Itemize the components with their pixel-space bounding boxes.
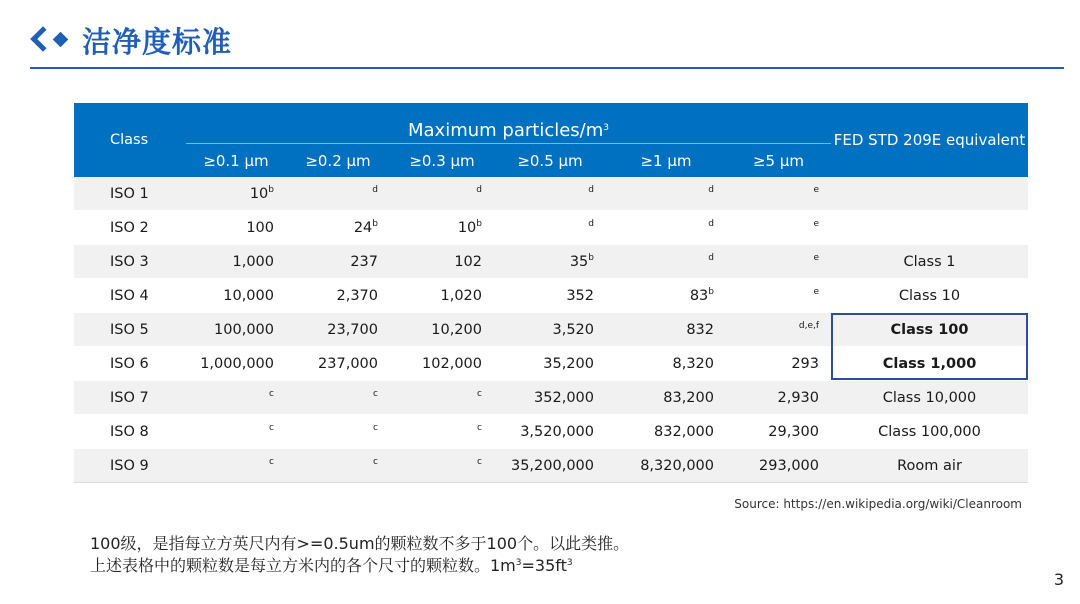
- page-number: 3: [1053, 570, 1064, 589]
- table-row: [74, 449, 1028, 483]
- particle-count-cell: c: [390, 415, 494, 449]
- particle-count-cell: d,e,f: [726, 313, 831, 347]
- fed-equivalent-cell: Class 10: [831, 279, 1028, 313]
- particle-count-cell: 8,320: [606, 347, 726, 381]
- iso-class-cell: ISO 4: [74, 279, 186, 313]
- particle-count-cell: 100,000: [186, 313, 286, 347]
- header-size-5: ≥5 µm: [726, 144, 831, 178]
- particle-count-cell: 352,000: [494, 381, 606, 415]
- particle-count-cell: d: [606, 177, 726, 211]
- particle-count-cell: 102,000: [390, 347, 494, 381]
- particle-count-cell: 8,320,000: [606, 449, 726, 483]
- iso-class-cell: ISO 5: [74, 313, 186, 347]
- particle-count-cell: c: [186, 449, 286, 483]
- particle-count-cell: d: [494, 177, 606, 211]
- table-row: [74, 211, 1028, 245]
- particle-count-cell: 352: [494, 279, 606, 313]
- particle-count-cell: e: [726, 177, 831, 211]
- particle-count-cell: 832,000: [606, 415, 726, 449]
- particle-count-cell: 293,000: [726, 449, 831, 483]
- header-size-1: ≥1 µm: [606, 144, 726, 178]
- particle-count-cell: 3,520: [494, 313, 606, 347]
- cleanroom-class-table: [74, 103, 1028, 483]
- iso-class-cell: ISO 7: [74, 381, 186, 415]
- particle-count-cell: d: [390, 177, 494, 211]
- header-fed-std: FED STD 209E equivalent: [831, 103, 1028, 177]
- table-row: [74, 279, 1028, 313]
- particle-count-cell: 83$^b$: [606, 279, 726, 313]
- iso-class-cell: ISO 1: [74, 177, 186, 211]
- particle-count-cell: 237: [286, 245, 390, 279]
- note-line-2: 上述表格中的颗粒数是每立方米内的各个尺寸的颗粒数。$1m^3=35ft^3$: [90, 556, 573, 575]
- particle-count-cell: 832: [606, 313, 726, 347]
- particle-count-cell: d: [286, 177, 390, 211]
- header-class: Class: [74, 103, 186, 177]
- fed-equivalent-cell: Class 1: [831, 245, 1028, 279]
- page-title: 洁净度标准: [82, 24, 233, 59]
- header-max-particles: Maximum particles/$m^3$: [186, 103, 831, 144]
- header-size-0-3: ≥0.3 µm: [390, 144, 494, 178]
- source-citation: Source: https://en.wikipedia.org/wiki/Cleanroom: [734, 497, 1022, 511]
- particle-count-cell: c: [186, 415, 286, 449]
- particle-count-cell: c: [286, 449, 390, 483]
- table-row: [74, 313, 1028, 347]
- particle-count-cell: c: [186, 381, 286, 415]
- title-row: [30, 18, 232, 62]
- particle-count-cell: 1,000: [186, 245, 286, 279]
- fed-equivalent-cell: Room air: [831, 449, 1028, 483]
- particle-count-cell: 10$^b$: [390, 211, 494, 245]
- particle-count-cell: 2,930: [726, 381, 831, 415]
- particle-count-cell: 2,370: [286, 279, 390, 313]
- particle-count-cell: 24$^b$: [286, 211, 390, 245]
- fed-equivalent-cell: [831, 211, 1028, 245]
- iso-class-cell: ISO 9: [74, 449, 186, 483]
- particle-count-cell: c: [286, 415, 390, 449]
- iso-class-cell: ISO 8: [74, 415, 186, 449]
- particle-count-cell: 10,200: [390, 313, 494, 347]
- particle-count-cell: 1,020: [390, 279, 494, 313]
- particle-count-cell: 237,000: [286, 347, 390, 381]
- note-line-1: 100级，是指每立方英尺内有>=0.5um的颗粒数不多于100个。以此类推。: [90, 534, 630, 553]
- particle-count-cell: c: [286, 381, 390, 415]
- particle-count-cell: 35$^b$: [494, 245, 606, 279]
- table-row: [74, 177, 1028, 211]
- table-row: [74, 415, 1028, 449]
- table-body: [74, 177, 1028, 483]
- table-row: [74, 347, 1028, 381]
- title-divider: [30, 67, 1064, 69]
- particle-count-cell: 293: [726, 347, 831, 381]
- particle-count-cell: 35,200,000: [494, 449, 606, 483]
- particle-count-cell: 83,200: [606, 381, 726, 415]
- fed-equivalent-cell: Class 100: [831, 313, 1028, 347]
- particle-count-cell: 100: [186, 211, 286, 245]
- iso-class-cell: ISO 2: [74, 211, 186, 245]
- particle-count-cell: c: [390, 449, 494, 483]
- iso-class-cell: ISO 6: [74, 347, 186, 381]
- header-size-0-2: ≥0.2 µm: [286, 144, 390, 178]
- particle-count-cell: d: [606, 245, 726, 279]
- header-size-0-1: ≥0.1 µm: [186, 144, 286, 178]
- fed-equivalent-cell: Class 100,000: [831, 415, 1028, 449]
- particle-count-cell: d: [606, 211, 726, 245]
- table-row: [74, 245, 1028, 279]
- particle-count-cell: d: [494, 211, 606, 245]
- table-row: [74, 381, 1028, 415]
- particle-count-cell: 10$^b$: [186, 177, 286, 211]
- particle-count-cell: 23,700: [286, 313, 390, 347]
- iso-class-cell: ISO 3: [74, 245, 186, 279]
- fed-equivalent-cell: Class 1,000: [831, 347, 1028, 381]
- particle-count-cell: c: [390, 381, 494, 415]
- table-bottom-rule: [74, 482, 1028, 483]
- particle-count-cell: 3,520,000: [494, 415, 606, 449]
- particle-count-cell: 29,300: [726, 415, 831, 449]
- fed-equivalent-cell: [831, 177, 1028, 211]
- particle-count-cell: e: [726, 245, 831, 279]
- particle-count-cell: e: [726, 211, 831, 245]
- header-size-0-5: ≥0.5 µm: [494, 144, 606, 178]
- particle-count-cell: 35,200: [494, 347, 606, 381]
- diamond-bullet-icon: [30, 20, 72, 60]
- fed-equivalent-cell: Class 10,000: [831, 381, 1028, 415]
- particle-count-cell: 1,000,000: [186, 347, 286, 381]
- particle-count-cell: 10,000: [186, 279, 286, 313]
- particle-count-cell: 102: [390, 245, 494, 279]
- particle-count-cell: e: [726, 279, 831, 313]
